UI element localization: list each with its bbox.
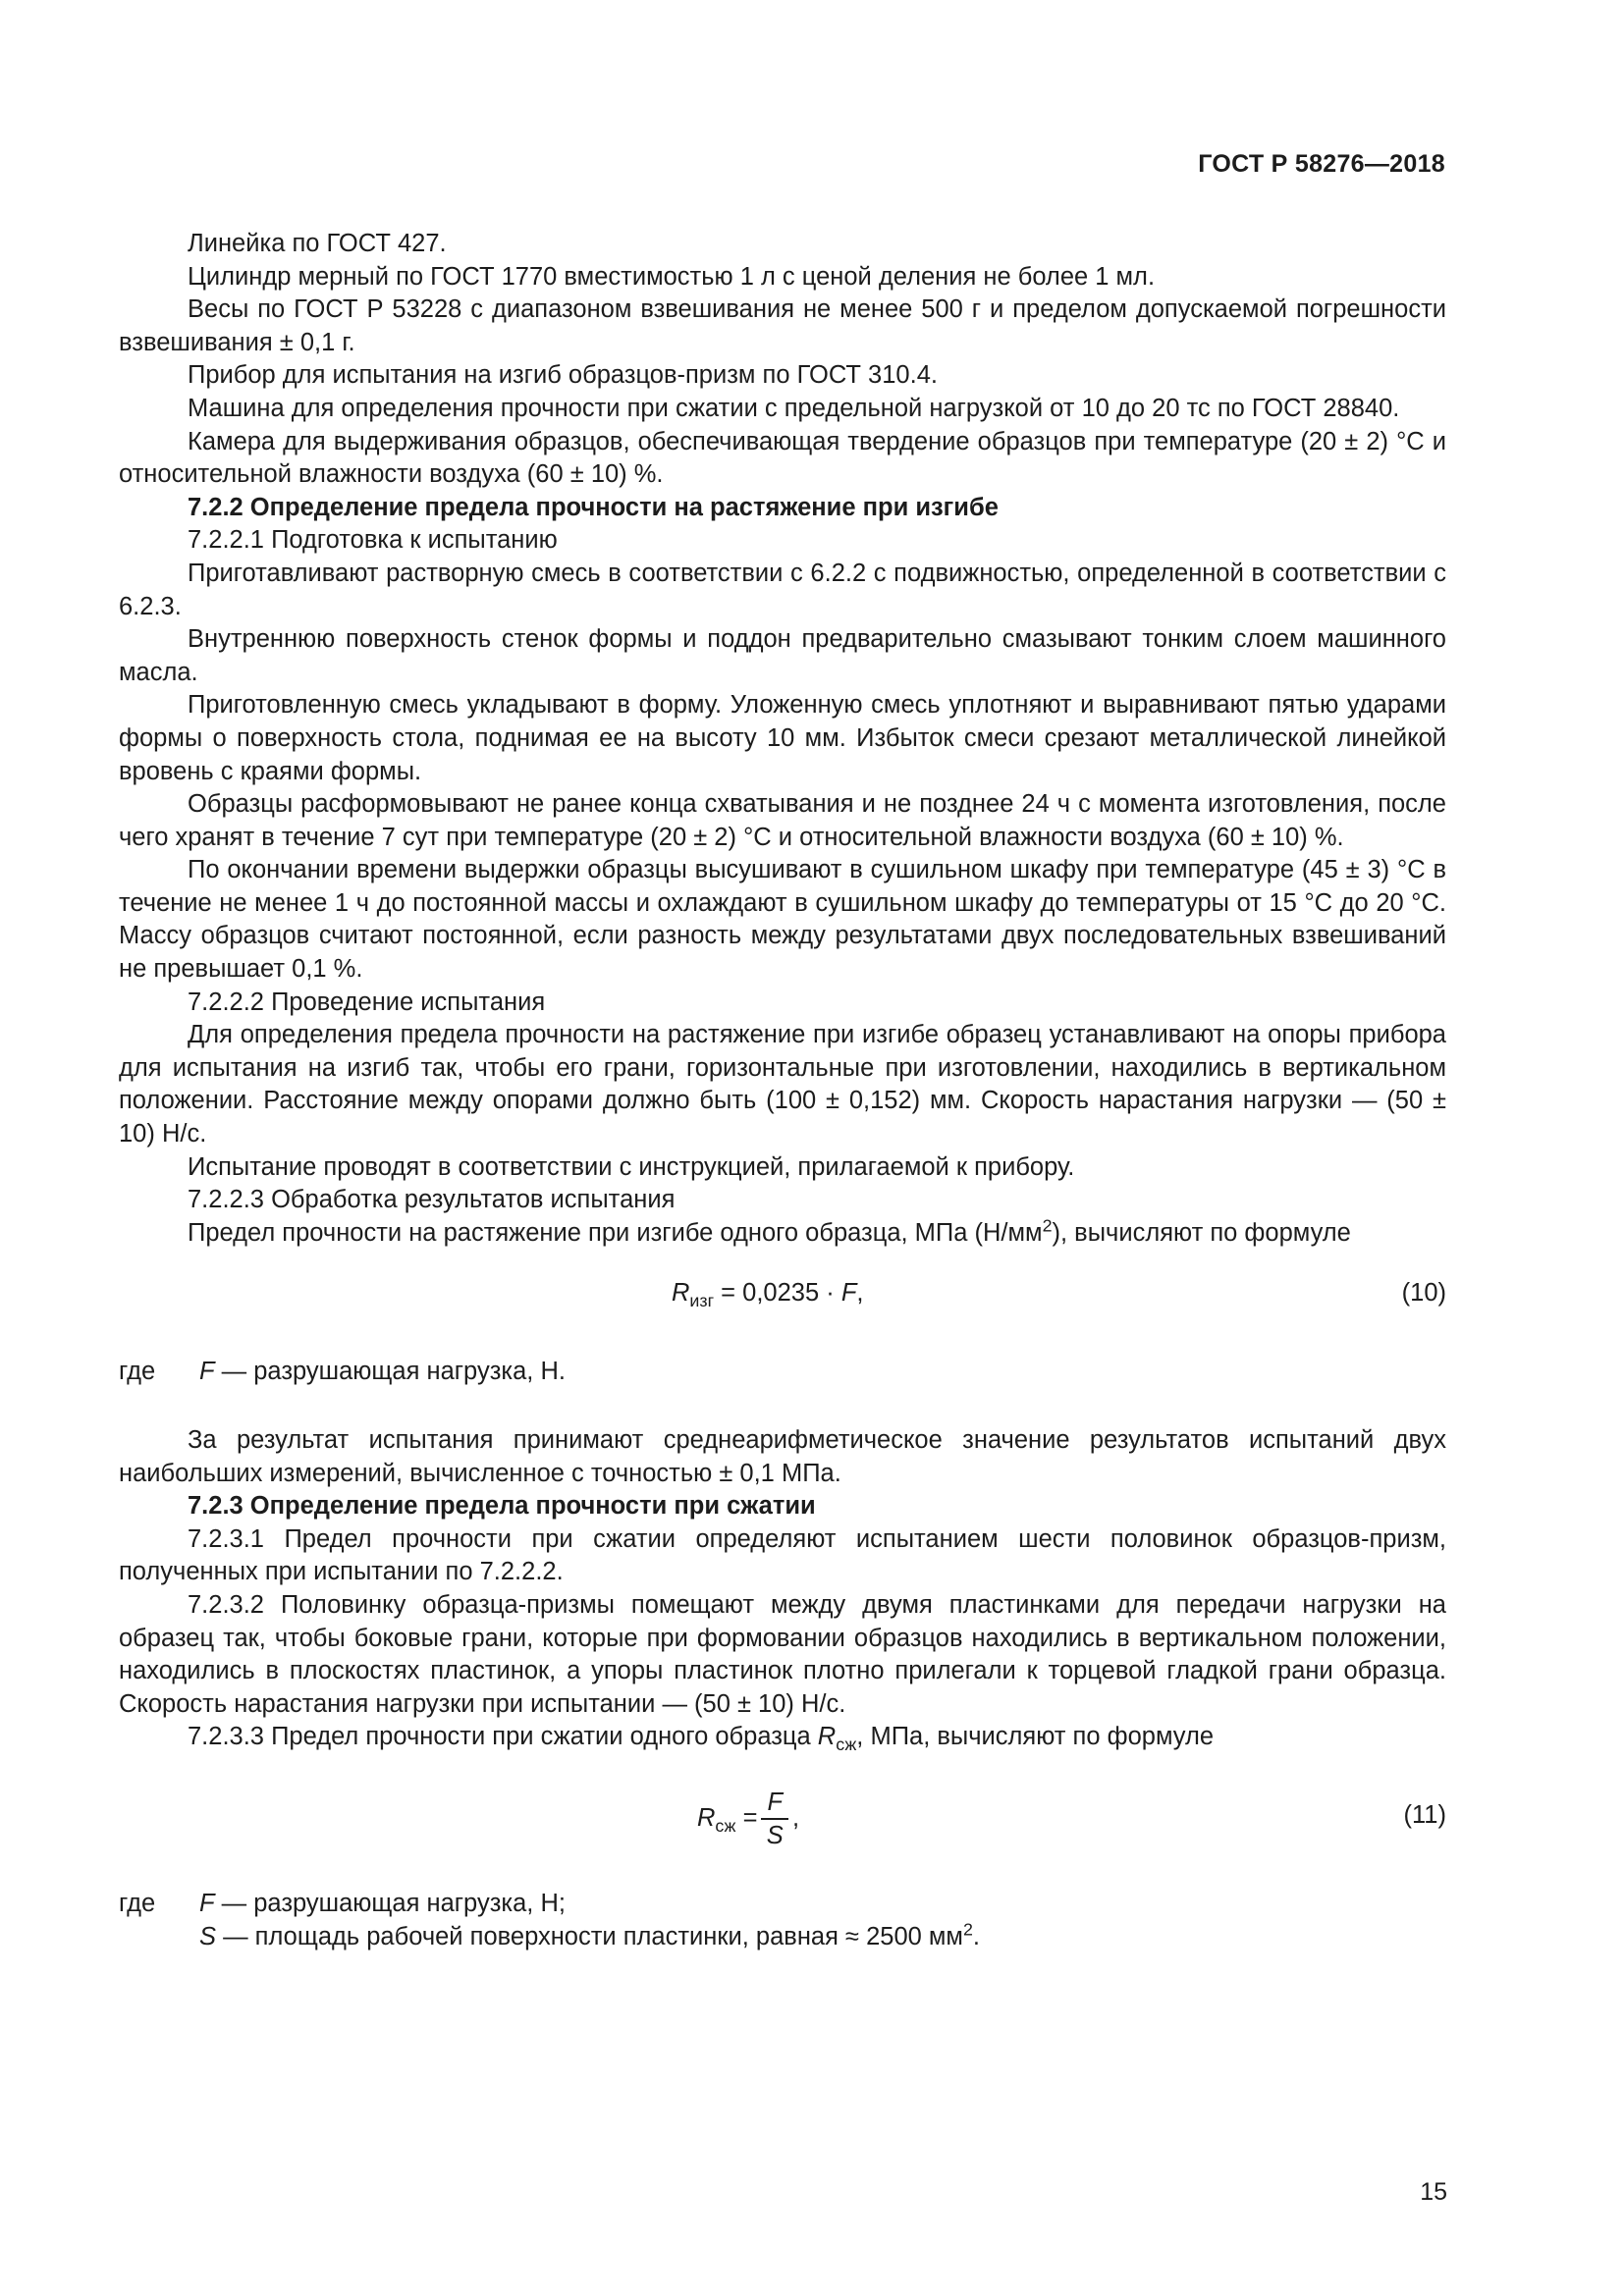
paragraph: Весы по ГОСТ Р 53228 с диапазоном взвешивания не менее 500 г и пределом допускаемой погрешности взвешивания ± 0,1 г.: [119, 295, 1446, 356]
subsection-heading: 7.2.2.2 Проведение испытания: [188, 988, 546, 1016]
document-body: [119, 228, 1446, 1953]
formula-10-legend: где F — разрушающая нагрузка, Н.: [119, 1358, 566, 1386]
paragraph: Испытание проводят в соответствии с инструкцией, прилагаемой к прибору.: [188, 1152, 1075, 1181]
paragraph: Приготовленную смесь укладывают в форму. Уложенную смесь уплотняют и выравнивают пятью ударами формы о поверхность стола, поднимая ее на высоту 10 мм. Избыток смеси срезают металлической линейкой вровень с краями формы.: [119, 691, 1446, 785]
document-header: ГОСТ Р 58276—2018: [1198, 150, 1445, 178]
paragraph: Машина для определения прочности при сжатии с предельной нагрузкой от 10 до 20 тс по ГОСТ 28840.: [188, 394, 1400, 422]
paragraph: За результат испытания принимают среднеарифметическое значение результатов испытаний двух наибольших измерений, вычисленное с точностью ± 0,1 МПа.: [119, 1426, 1446, 1487]
section-heading: 7.2.2 Определение предела прочности на растяжение при изгибе: [188, 493, 999, 521]
formula-11-legend: S — площадь рабочей поверхности пластинки, равная ≈ 2500 $мм^2$.: [199, 1919, 980, 1950]
section-heading: 7.2.3 Определение предела прочности при сжатии: [188, 1492, 816, 1521]
subsection-heading: 7.2.2.1 Подготовка к испытанию: [188, 526, 558, 555]
paragraph: Для определения предела прочности на растяжение при изгибе образец устанавливают на опоры прибора для испытания на изгиб так, чтобы его грани, горизонтальные при изготовлении, находились в вертикальном положении. Расстояние между опорами должно быть (100 ± 0,152) мм. Скорость нарастания нагрузки — (50 ± 10) Н/с.: [119, 1021, 1446, 1148]
subsection-heading: 7.2.2.3 Обработка результатов испытания: [188, 1186, 676, 1214]
formula-11-number: (11): [1403, 1800, 1446, 1829]
formula-10: [119, 1277, 1446, 1316]
formula-10-expression: $R_{изг} = 0,0235 \cdot F$,: [672, 1279, 864, 1311]
paragraph: Образцы расформовывают не ранее конца схватывания и не позднее 24 ч с момента изготовления, после чего хранят в течение 7 сут при температуре (20 ± 2) °С и относительной влажности воздуха (60 ± 10) %.: [119, 790, 1446, 851]
paragraph: Камера для выдерживания образцов, обеспечивающая твердение образцов при температуре (20 ± 2) °С и относительной влажности воздуха (60 ± 10) %.: [119, 427, 1446, 489]
paragraph: 7.2.3.1 Предел прочности при сжатии определяют испытанием шести половинок образцов-призм, полученных при испытании по 7.2.2.2.: [119, 1524, 1446, 1586]
paragraph: Линейка по ГОСТ 427.: [188, 230, 447, 257]
formula-10-number: (10): [1401, 1279, 1446, 1308]
paragraph: 7.2.3.2 Половинку образца-призмы помещают между двумя пластинками для передачи нагрузки на образец так, чтобы боковые грани, которые при формовании образцов находились в вертикальном положении, находились в плоскостях пластинок, а упоры пластинок плотно прилегали к торцевой гладкой грани образца. Скорость нарастания нагрузки при испытании — (50 ± 10) Н/с.: [119, 1590, 1446, 1718]
paragraph-formula-intro: 7.2.3.3 Предел прочности при сжатии одного образца $R_{сж}$, МПа, вычисляют по формуле: [188, 1723, 1215, 1755]
paragraph: По окончании времени выдержки образцы высушивают в сушильном шкафу при температуре (45 ± 3) °С в течение не менее 1 ч до постоянной массы и охлаждают в сушильном шкафу до температуры от 15 °С до 20 °С. Массу образцов считают постоянной, если разность между результатами двух последовательных взвешиваний не превышает 0,1 %.: [119, 856, 1446, 984]
page-number: 15: [1420, 2178, 1447, 2206]
paragraph: Внутреннюю поверхность стенок формы и поддон предварительно смазывают тонким слоем машинного масла.: [119, 625, 1446, 686]
formula-11-legend: где F — разрушающая нагрузка, Н;: [119, 1889, 566, 1917]
paragraph: Приготавливают растворную смесь в соответствии с 6.2.2 с подвижностью, определенной в соответствии с 6.2.3.: [119, 559, 1446, 620]
formula-11: [119, 1782, 1446, 1856]
paragraph: Прибор для испытания на изгиб образцов-призм по ГОСТ 310.4.: [188, 361, 938, 390]
formula-11-expression: $R_{сж}$ = $\frac{F}{S}$ ,: [697, 1788, 800, 1849]
paragraph-formula-intro: Предел прочности на растяжение при изгибе одного образца, МПа $(Н/мм^2)$, вычисляют по формуле: [188, 1215, 1351, 1247]
fraction: $\frac{F}{S}$: [761, 1787, 788, 1851]
paragraph: Цилиндр мерный по ГОСТ 1770 вместимостью 1 л с ценой деления не более 1 мл.: [188, 262, 1156, 291]
